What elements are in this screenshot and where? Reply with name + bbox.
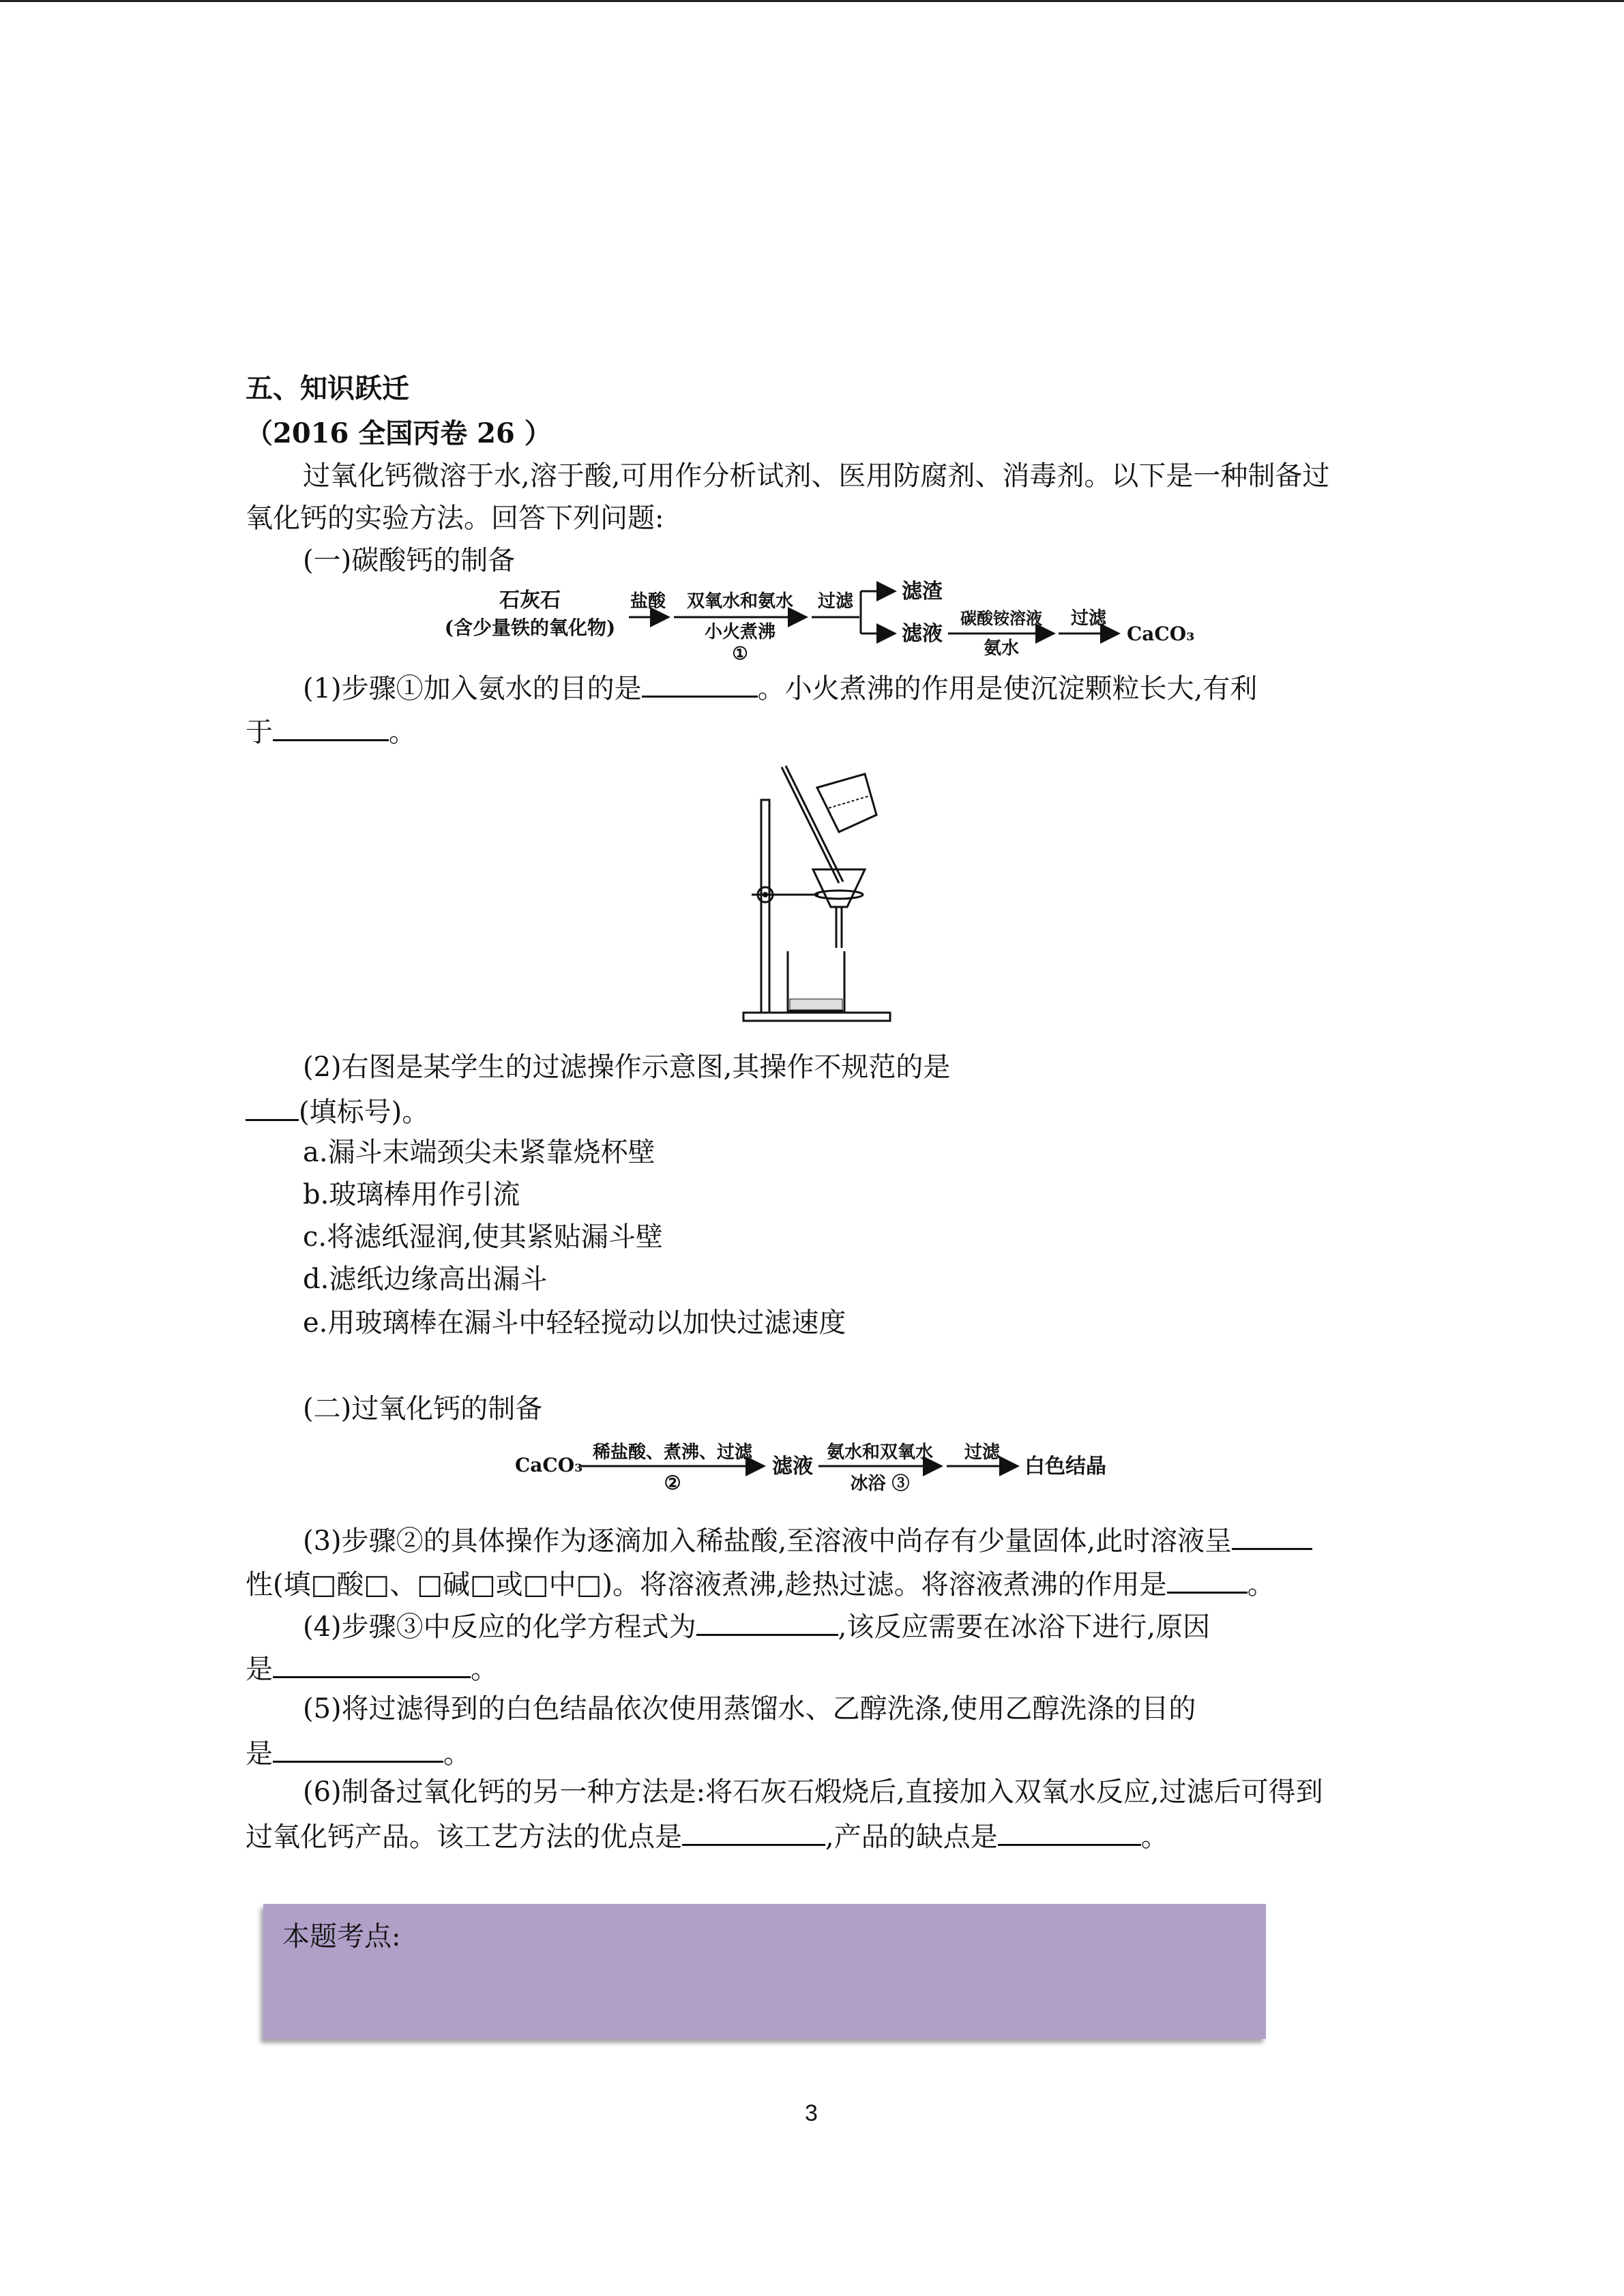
flow2-start: CaCO₃ [515,1454,583,1476]
q3-text-3: 。 [1247,1569,1275,1600]
q2-text-2: (填标号)。 [299,1097,430,1128]
flow2-step-b-top: 氨水和双氧水 [826,1442,934,1463]
flow2-mid: 滤液 [772,1455,813,1478]
q2-line-2 [246,1089,429,1133]
flow1-branch-top: 滤渣 [902,580,943,603]
q5-blank [273,1731,443,1763]
q5-text-3: 。 [443,1738,471,1770]
q1-line-1 [303,666,1257,709]
q1-blank-1 [642,666,758,698]
flow2-step-c: 过滤 [964,1442,1001,1463]
support-ring [815,891,863,899]
q6-text-2: 过氧化钙产品。该工艺方法的优点是 [246,1821,682,1853]
flow1-branch-bottom: 滤液 [902,622,943,646]
section-title: 五、知识跃迁 [246,372,409,404]
flow1-step-b-top: 双氧水和氨水 [686,591,794,612]
q5-line-1: (5)将过滤得到的白色结晶依次使用蒸馏水、乙醇洗涤,使用乙醇洗涤的目的 [303,1693,1196,1725]
filtration-apparatus-figure [737,760,900,1030]
q4-blank-2 [273,1646,471,1678]
q4-line-2 [246,1646,498,1690]
q1-text-1: (1)步骤①加入氨水的目的是 [303,673,642,704]
exam-point-box [263,1904,1266,2039]
stand-base [743,1013,890,1021]
flow1-start-line1: 石灰石 [499,588,561,612]
flow1-step-a: 盐酸 [630,591,666,612]
flow2-step-a-num: ② [664,1472,681,1494]
flow2-end: 白色结晶 [1024,1455,1106,1478]
q4-text-4: 。 [471,1654,498,1685]
flow2-step-b-bottom: 冰浴 ③ [850,1474,910,1494]
q2-option-d: d.滤纸边缘高出漏斗 [303,1264,548,1295]
q6-text-4: 。 [1140,1821,1168,1853]
q1-blank-2 [273,709,389,741]
intro-line-1: 过氧化钙微溶于水,溶于酸,可用作分析试剂、医用防腐剂、消毒剂。以下是一种制备过 [303,460,1330,492]
flow1-step-b-bottom: 小火煮沸 [704,622,776,642]
q4-text-2: ,该反应需要在冰浴下进行,原因 [838,1611,1211,1643]
flow1-step-e: 过滤 [1070,608,1107,629]
q6-blank-1 [682,1814,825,1846]
q1-text-4: 。 [389,717,416,748]
flow1-start-line2: (含少量铁的氧化物) [444,616,616,639]
q3-blank-2 [1167,1562,1247,1594]
flow1-step-d-top: 碳酸铵溶液 [960,608,1042,628]
q4-text-1: (4)步骤③中反应的化学方程式为 [303,1611,696,1643]
q4-line-1 [303,1604,1210,1648]
flow1-step-d-bottom: 氨水 [983,638,1020,659]
q3-text-1: (3)步骤②的具体操作为逐滴加入稀盐酸,至溶液中尚存有少量固体,此时溶液呈 [303,1525,1232,1557]
part2-title: (二)过氧化钙的制备 [303,1393,543,1425]
q2-line-1: (2)右图是某学生的过滤操作示意图,其操作不规范的是 [303,1052,951,1083]
q3-text-2: 性(填□酸□、□碱□或□中□)。将溶液煮沸,趁热过滤。将溶液煮沸的作用是 [246,1569,1167,1600]
pouring-beaker [817,774,876,832]
q1-text-3: 于 [246,717,273,748]
flow-diagram-1 [430,576,1214,665]
flow2-step-a-top: 稀盐酸、煮沸、过滤 [592,1442,753,1463]
q6-text-3: ,产品的缺点是 [825,1821,998,1853]
q2-option-a: a.漏斗末端颈尖未紧靠烧杯壁 [303,1137,655,1168]
exam-point-label: 本题考点: [282,1921,401,1952]
q2-option-c: c.将滤纸湿润,使其紧贴漏斗壁 [303,1221,663,1253]
q6-line-2 [246,1814,1168,1858]
q1-text-2: 。小火煮沸的作用是使沉淀颗粒长大,有利 [757,673,1258,704]
intro-line-2: 氧化钙的实验方法。回答下列问题: [246,503,664,534]
top-border [0,0,1624,2]
q3-line-1 [303,1518,1312,1562]
q3-line-2 [246,1562,1275,1605]
stand-rod [761,800,769,1013]
q2-option-e: e.用玻璃棒在漏斗中轻轻搅动以加快过滤速度 [303,1307,846,1339]
flow1-step-c: 过滤 [817,591,854,612]
q4-blank-1 [696,1604,838,1636]
q4-text-3: 是 [246,1654,273,1685]
q3-blank-1 [1232,1518,1312,1550]
flow-diagram-2 [512,1437,1125,1500]
part1-title: (一)碳酸钙的制备 [303,545,516,576]
q2-blank [246,1089,299,1121]
page-number: 3 [805,2100,818,2126]
q2-option-b: b.玻璃棒用作引流 [303,1179,520,1210]
flow1-end: CaCO₃ [1127,623,1195,645]
q1-line-2 [246,709,416,753]
q6-line-1: (6)制备过氧化钙的另一种方法是:将石灰石煅烧后,直接加入双氧水反应,过滤后可得到 [303,1776,1323,1808]
q5-text-2: 是 [246,1738,273,1770]
flow1-step-b-num: ① [732,644,748,664]
q5-line-2 [246,1731,471,1774]
q6-blank-2 [998,1814,1141,1846]
source-label: （2016 全国丙卷 26 ） [246,417,552,449]
